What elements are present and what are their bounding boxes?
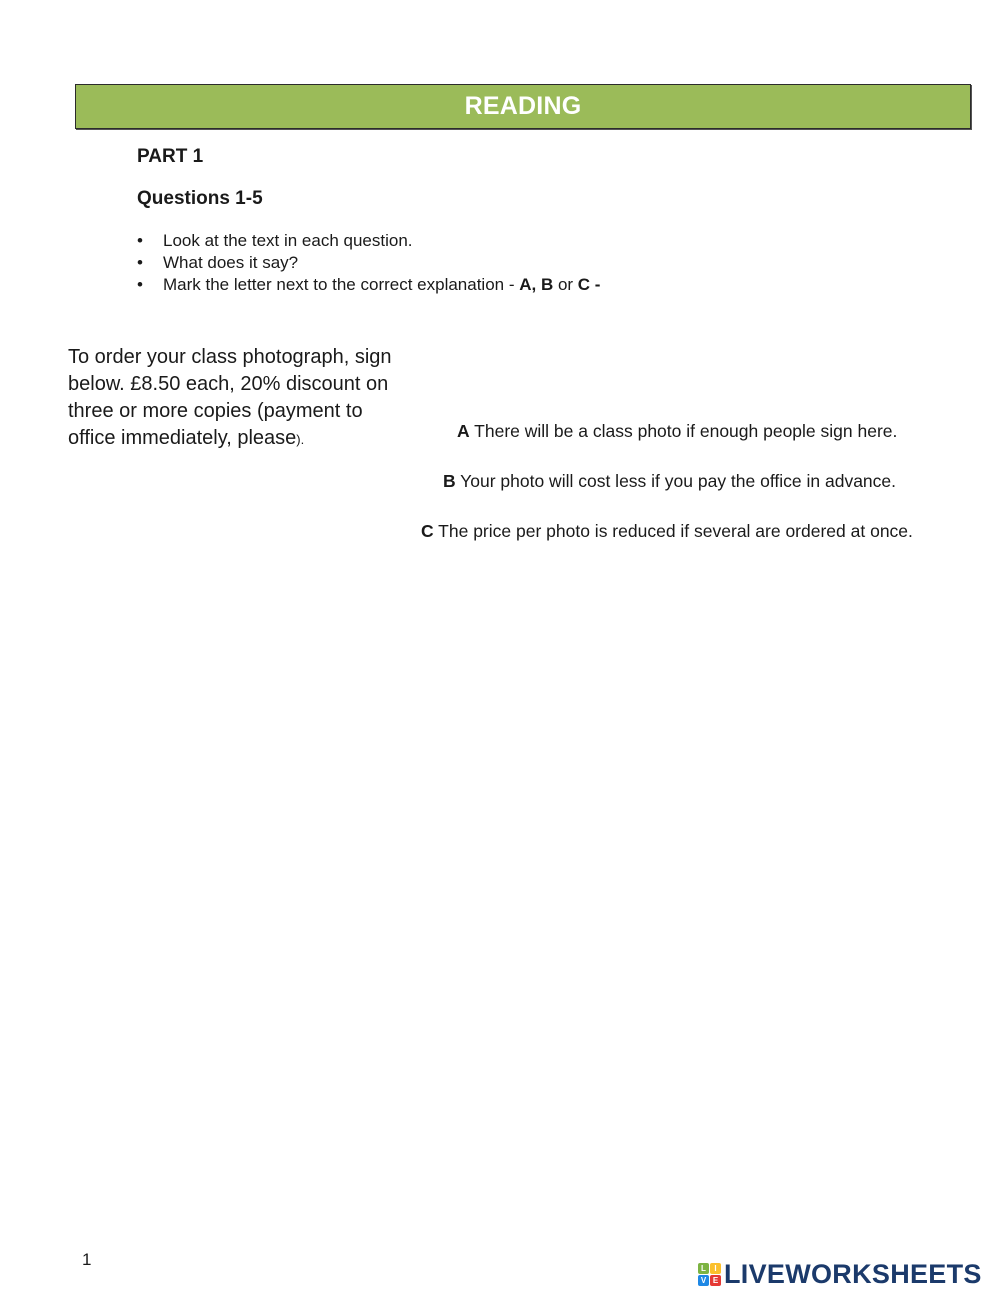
option-letter: C (421, 521, 434, 541)
instruction-text: Look at the text in each question. (163, 231, 413, 250)
notice-main: To order your class photograph, sign below. £8.50 each, 20% discount on three or more copies (payment to office immediately, please (68, 346, 392, 449)
option-letter: A (457, 421, 470, 441)
instruction-item (137, 230, 600, 252)
instruction-item (137, 252, 600, 274)
option-b[interactable] (443, 471, 896, 492)
liveworksheets-logo (698, 1259, 982, 1290)
option-text: There will be a class photo if enough people sign here. (469, 421, 898, 441)
instruction-or: or (553, 275, 578, 294)
logo-block-l: L (698, 1263, 709, 1274)
bullet-icon: • (137, 275, 143, 294)
notice-end: ). (296, 432, 305, 447)
instructions-list (137, 230, 600, 296)
logo-block-v: V (698, 1275, 709, 1286)
bullet-icon: • (137, 231, 143, 250)
questions-title: Questions 1-5 (137, 188, 263, 209)
banner-title: READING (464, 92, 582, 120)
logo-block-e: E (710, 1275, 721, 1286)
logo-text: LIVEWORKSHEETS (724, 1259, 982, 1289)
option-text: Your photo will cost less if you pay the office in advance. (455, 471, 897, 491)
instruction-text: What does it say? (163, 253, 299, 272)
logo-block-i: I (710, 1263, 721, 1274)
instruction-text: Mark the letter next to the correct explanation - (163, 275, 520, 294)
bullet-icon: • (137, 253, 143, 272)
option-text: The price per photo is reduced if several are ordered at once. (433, 521, 913, 541)
instruction-letters-ab: A, B (519, 275, 554, 294)
question-notice-text (68, 344, 398, 453)
option-a[interactable] (457, 421, 897, 442)
instruction-item (137, 274, 600, 296)
part-title: PART 1 (137, 146, 204, 167)
live-blocks-icon (698, 1263, 721, 1286)
page-number: 1 (82, 1250, 92, 1269)
instruction-letter-c: C - (577, 275, 601, 294)
option-letter: B (443, 471, 456, 491)
section-banner (75, 84, 971, 129)
option-c[interactable] (421, 521, 913, 542)
